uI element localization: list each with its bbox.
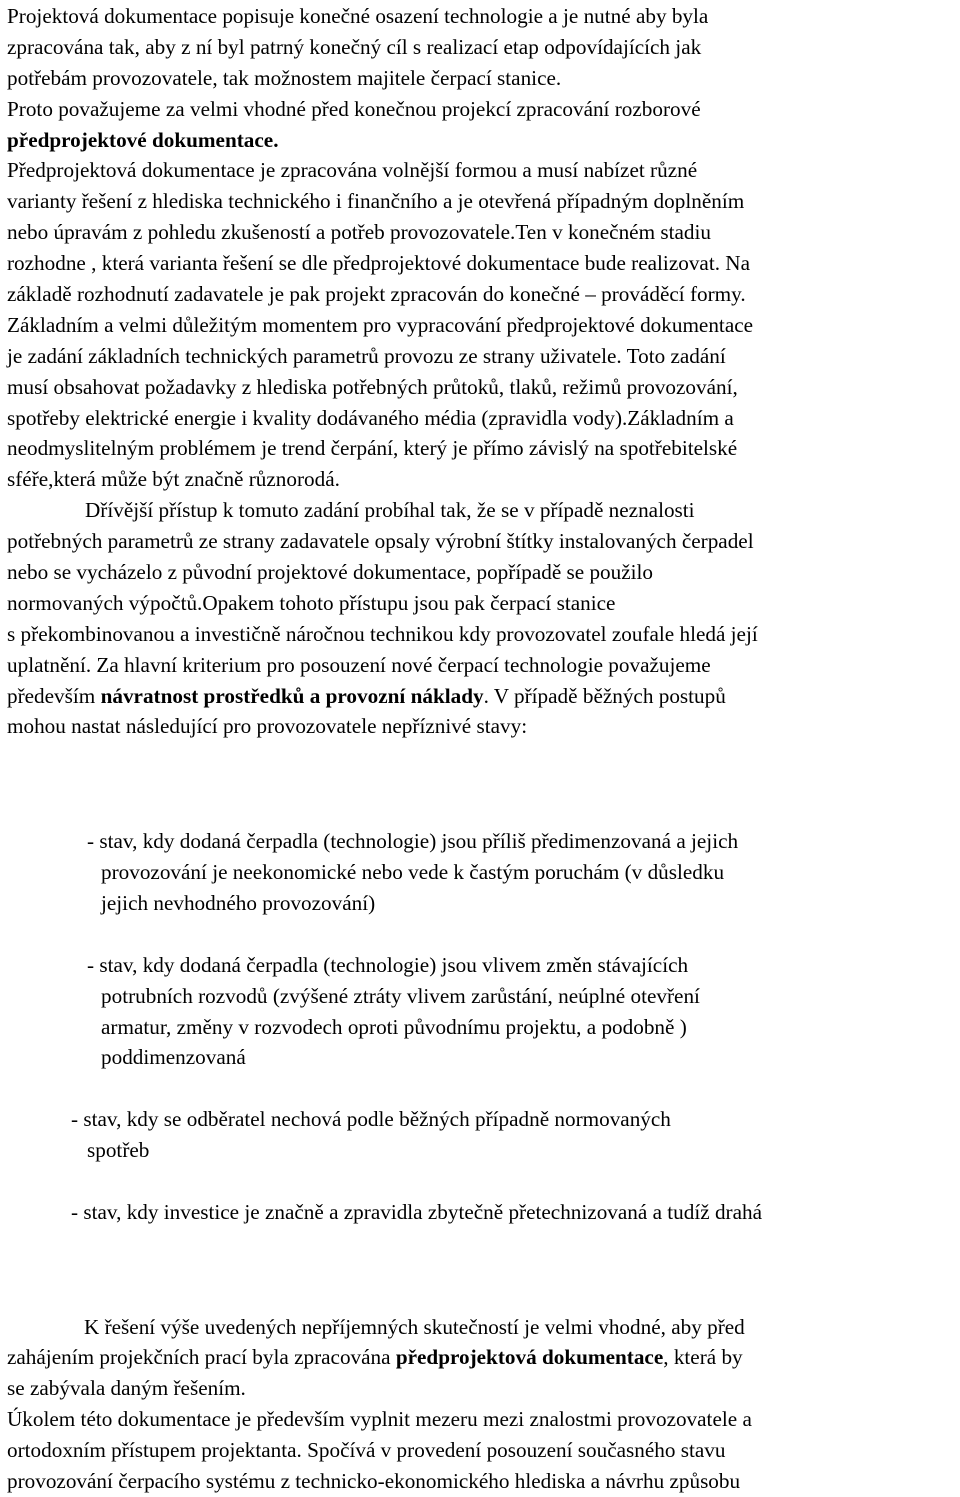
spacer [7,804,957,826]
spacer [7,1166,957,1197]
text-line: sféře,která může být značně různorodá. [7,467,340,492]
paragraph-intro [7,1,957,495]
list-item [7,1104,957,1166]
paragraph-solution [7,1312,957,1405]
bold-term: předprojektová dokumentace [395,1345,664,1370]
text-line [7,1342,957,1373]
bold-term: návratnost prostředků a provozní náklady [100,683,484,708]
text-line: - stav, kdy dodaná čerpadla (technologie) jsou příliš předimenzovaná a jejich [87,829,739,854]
paragraph-task [7,1404,957,1497]
text-line: mohou nastat následující pro provozovatele nepříznivé stavy: [7,714,528,739]
text-line: potřebám provozovatele, tak možnostem majitele čerpací stanice. [7,65,562,90]
text-line: Předprojektová dokumentace je zpracována volnější formou a musí nabízet různé [7,158,698,183]
text-line: je zadání základních technických parametrů provozu ze strany uživatele. Toto zadání [7,343,726,368]
text-line: uplatnění. Za hlavní kriterium pro posouzení nové čerpací technologie považujeme [7,652,711,677]
text-line: neodmyslitelným problémem je trend čerpání, který je přímo závislý na spotřebitelské [7,436,738,461]
text-line: potřebných parametrů ze strany zadavatele opsaly výrobní štítky instalovaných čerpadel [7,529,754,554]
text-line: provozování je neekonomické nebo vede k častým poruchám (v důsledku [101,860,725,885]
spacer [7,1290,957,1312]
text-fragment: především [7,683,101,708]
document-page [7,1,957,1497]
spacer [7,1259,957,1290]
spacer [7,1073,957,1104]
text-fragment: , která by [663,1345,743,1370]
text-line: Základním a velmi důležitým momentem pro vypracování předprojektové dokumentace [7,312,754,337]
text-line: Projektová dokumentace popisuje konečné osazení technologie a je nutné aby byla [7,4,709,28]
bold-term: předprojektové dokumentace. [7,127,279,152]
text-line: musí obsahovat požadavky z hlediska potřebných průtoků, tlaků, režimů provozování, [7,374,738,399]
text-line: potrubních rozvodů (zvýšené ztráty vlivem zarůstání, neúplné otevření [101,983,700,1008]
spacer [7,919,957,950]
text-line: s překombinovanou a investičně náročnou technikou kdy provozovatel zoufale hledá její [7,621,758,646]
text-line: normovaných výpočtů.Opakem tohoto přístupu jsou pak čerpací stanice [7,590,616,615]
text-line: nebo se vycházelo z původní projektové dokumentace, popřípadě se použilo [7,560,654,585]
spacer [7,742,957,773]
paragraph-previous-approach [7,495,957,742]
text-line: armatur, změny v rozvodech oproti původnímu projektu, a podobně ) [101,1014,687,1039]
text-line: se zabývala daným řešením. [7,1376,246,1401]
text-line [7,125,957,156]
text-line: ortodoxním přístupem projektanta. Spočívá v provedení posouzení současného stavu [7,1438,726,1463]
text-line: nebo úpravám z pohledu zkušeností a potřeb provozovatele.Ten v konečném stadiu [7,220,711,245]
text-fragment: zahájením projekčních prací byla zpracována [7,1345,396,1370]
text-line: - stav, kdy investice je značně a zpravidla zbytečně přetechnizovaná a tudíž drahá [71,1199,762,1224]
text-line: jejich nevhodného provozování) [101,890,376,915]
text-line: - stav, kdy se odběratel nechová podle běžných případně normovaných [71,1107,671,1132]
text-line: K řešení výše uvedených nepříjemných skutečností je velmi vhodné, aby před [84,1314,745,1339]
text-line: poddimenzovaná [101,1045,246,1070]
text-line: spotřeb [87,1138,150,1163]
text-line: rozhodne , která varianta řešení se dle předprojektové dokumentace bude realizovat. Na [7,251,751,276]
text-line: Úkolem této dokumentace je především vyplnit mezeru mezi znalostmi provozovatele a [7,1407,752,1432]
list-item [7,826,957,919]
text-line: základě rozhodnutí zadavatele je pak projekt zpracován do konečné – prováděcí formy. [7,282,746,307]
spacer [7,773,957,804]
text-line [7,681,957,712]
text-line: Dřívější přístup k tomuto zadání probíhal tak, že se v případě neznalosti [85,498,695,523]
text-line: spotřeby elektrické energie i kvality dodávaného média (zpravidla vody).Základním a [7,405,734,430]
text-line: varianty řešení z hlediska technického i finančního a je otevřená případným doplněním [7,189,745,214]
text-line: provozování čerpacího systému z technicko-ekonomického hlediska a návrhu způsobu [7,1468,741,1493]
list-states [7,826,957,1228]
text-line: Proto považujeme za velmi vhodné před konečnou projekcí zpracování rozborové [7,96,701,121]
list-item [7,950,957,1074]
spacer [7,1228,957,1259]
text-line: - stav, kdy dodaná čerpadla (technologie) jsou vlivem změn stávajících [87,952,689,977]
text-fragment: . V případě běžných postupů [483,683,726,708]
list-item [7,1197,957,1228]
text-line: zpracována tak, aby z ní byl patrný konečný cíl s realizací etap odpovídajících jak [7,34,702,59]
